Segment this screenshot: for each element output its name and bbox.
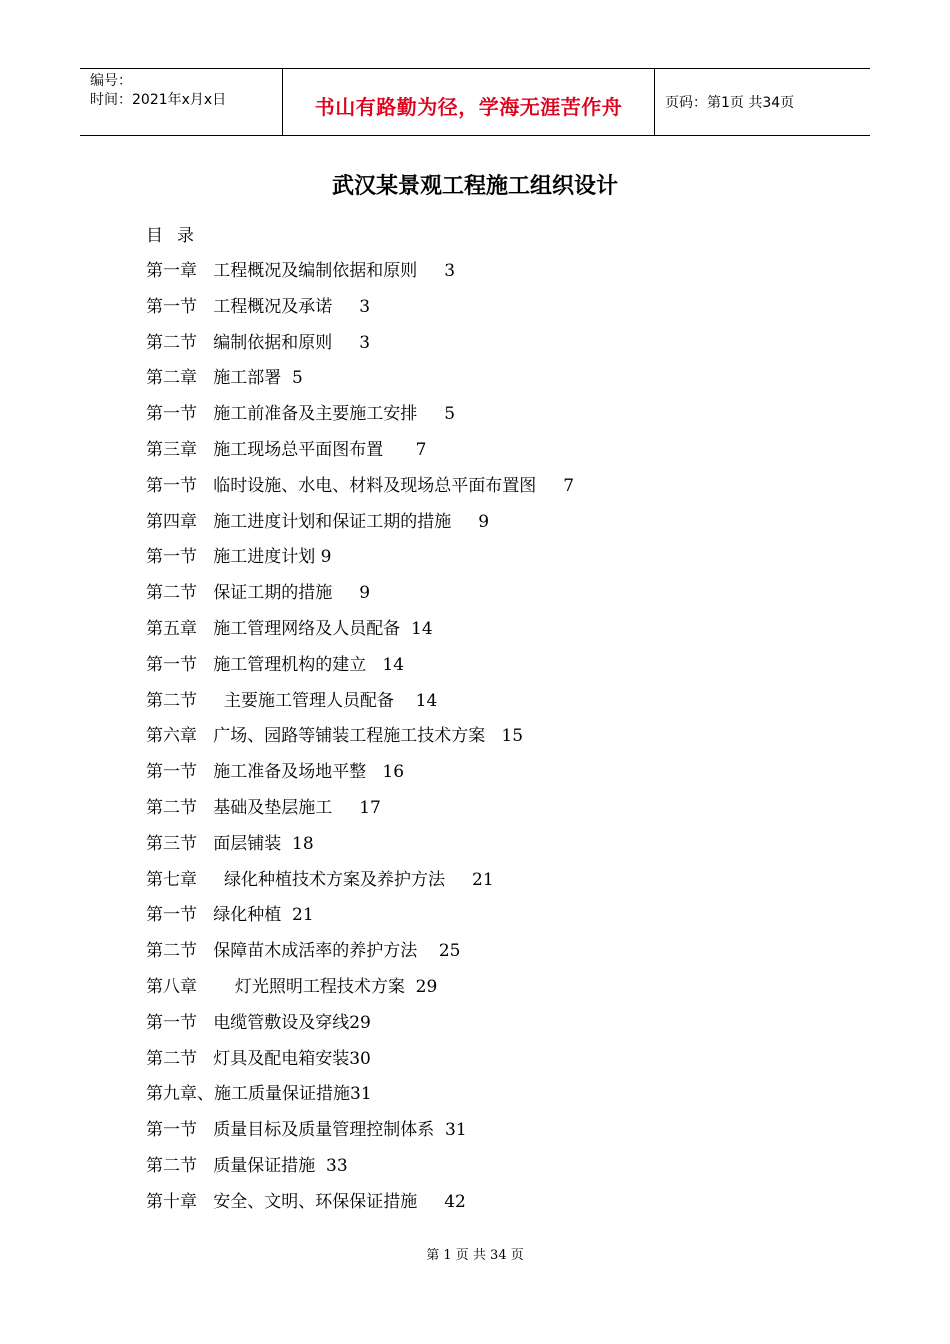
toc-entry: 第二节 基础及垫层施工 17 — [146, 797, 381, 818]
toc-entry: 第五章 施工管理网络及人员配备 14 — [146, 618, 433, 639]
header-motto: 书山有路勤为径，学海无涯苦作舟 — [314, 94, 623, 119]
document-header — [80, 68, 870, 136]
toc-entry: 第一章 工程概况及编制依据和原则 3 — [146, 261, 456, 281]
toc-entry: 第一节 施工进度计划 9 — [146, 547, 332, 568]
toc-entry: 第三节 面层铺装 18 — [146, 833, 314, 854]
toc-entry: 第十章 安全、文明、环保保证措施 42 — [146, 1191, 466, 1212]
toc-entry: 第一节 施工前准备及主要施工安排 5 — [146, 404, 456, 425]
toc-entry: 第二章 施工部署 5 — [146, 368, 303, 389]
toc-entry: 第一节 绿化种植 21 — [146, 905, 314, 926]
toc-entry: 第八章 灯光照明工程技术方案 29 — [146, 976, 438, 997]
toc-entry: 第二节 编制依据和原则 3 — [146, 332, 371, 353]
header-motto-cell — [283, 69, 655, 135]
header-meta-cell — [80, 69, 283, 135]
toc-entry: 第二节 灯具及配电箱安装30 — [146, 1048, 371, 1069]
toc-entry: 第二节 保证工期的措施 9 — [146, 583, 371, 604]
page-footer: 第 1 页 共 34 页 — [426, 1248, 524, 1263]
toc-entry: 第三章 施工现场总平面图布置 7 — [146, 439, 427, 460]
toc-entry: 第一节 施工管理机构的建立 14 — [146, 654, 405, 675]
toc-heading: 目录 — [146, 226, 208, 246]
document-title: 武汉某景观工程施工组织设计 — [331, 173, 618, 199]
header-page-cell — [655, 69, 870, 135]
table-of-contents — [146, 259, 574, 1226]
toc-entry: 第四章 施工进度计划和保证工期的措施 9 — [146, 511, 490, 532]
document-number-label: 编号： — [90, 73, 132, 89]
toc-entry: 第一节 电缆管敷设及穿线29 — [146, 1012, 371, 1033]
toc-entry: 第二节 主要施工管理人员配备 14 — [146, 690, 438, 711]
toc-entry: 第二节 质量保证措施 33 — [146, 1155, 348, 1176]
toc-entry: 第一节 工程概况及承诺 3 — [146, 296, 371, 317]
toc-entry: 第一节 质量目标及质量管理控制体系 31 — [146, 1120, 467, 1141]
toc-entry: 第二节 保障苗木成活率的养护方法 25 — [146, 941, 461, 962]
toc-entry: 第一节 临时设施、水电、材料及现场总平面布置图 7 — [146, 475, 575, 496]
toc-entry: 第七章 绿化种植技术方案及养护方法 21 — [146, 869, 494, 890]
toc-entry: 第九章、施工质量保证措施31 — [146, 1084, 372, 1105]
header-page-label: 页码：第1页 共34页 — [665, 95, 795, 111]
document-time-label: 时间：2021年x月x日 — [90, 92, 227, 108]
toc-entry: 第六章 广场、园路等铺装工程施工技术方案 15 — [146, 726, 524, 747]
toc-entry: 第一节 施工准备及场地平整 16 — [146, 762, 405, 783]
